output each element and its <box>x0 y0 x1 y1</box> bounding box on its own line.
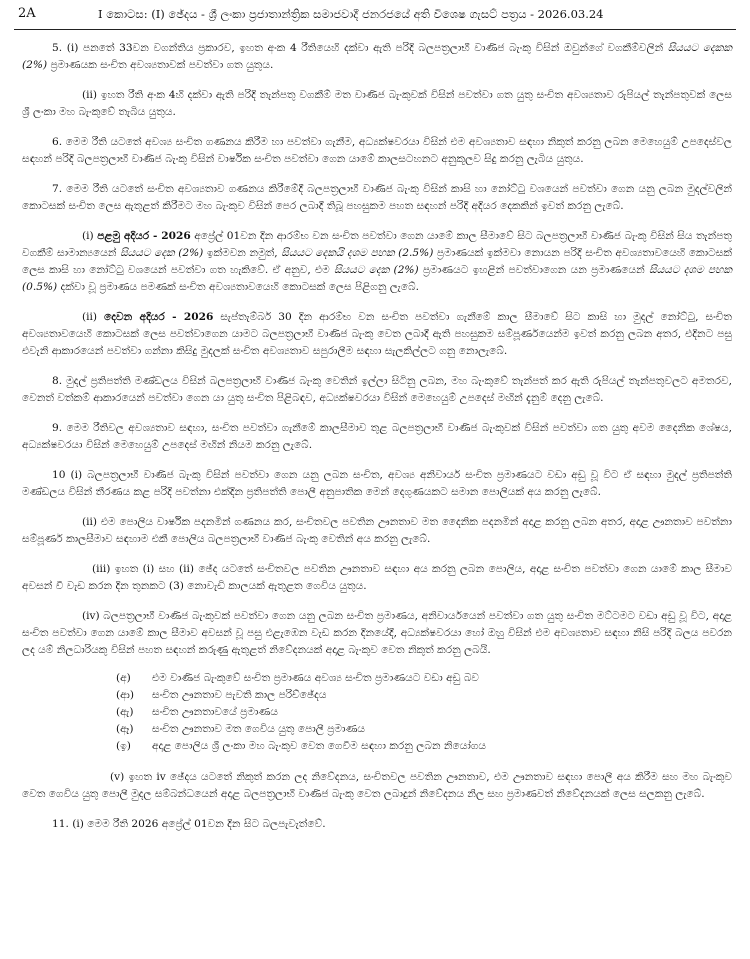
list-item: (ඈ) සංචිත ඌනතාව මත ගෙවිය යුතු පොලී ප්‍රමාණය <box>116 723 365 735</box>
notice-items-list <box>22 670 732 755</box>
clause-10-ii: (ii) එම පොලිය වාර්ෂික පදනමින් ගණනය කර, සංචිතවල පවතින ඌනතාව මත දෛනික පදනමින් අදාළ කරනු ලබන අතර, අදාළ ඌනතාව පවත්නා සම්පූර්ණ කාලසීමාව සඳහාම එකී පොලිය බලපත්‍රලාභී වාණිජ බැංකු වෙතින් අය කරනු ලැබේ. <box>22 516 732 545</box>
list-item: (අ) එම වාණිජ බැංකුවේ සංචිත ප්‍රමාණය අවශ්‍ය සංචිත ප්‍රමාණයට වඩා අඩු බව <box>116 672 480 684</box>
clause-7: 7. මෙම රීති යටතේ සංචිත අවශ්‍යතාව ගණනය කිරීමේදී බලපත්‍රලාභී වාණිජ බැංකු විසින් කාසි හා නෝට්ටු වශයෙන් පවත්වා ගෙන යනු ලබන මුදල්වලින් කොටසක් සංචිත ලෙස ඇතුළත් කිරීමට මහ බැංකුව විසින් පෙර ලබාදී තිබූ පහසුකම පහත සඳහන් පරිදි අදියර දෙකකින් ඉවත් කරනු ලැබේ. <box>22 183 732 212</box>
header-rule <box>14 29 736 30</box>
list-item: (ඉ) අදාළ පොලිය ශ්‍රී ලංකා මහ බැංකුව වෙත ගෙවීම සඳහා කරනු ලබන නියෝගය <box>116 740 487 752</box>
clause-5-i: 5. (i) පනතේ 33වන වගන්තිය ප්‍රකාරව, ඉහත අංක 4 රීතියෙහි දක්වා ඇති පරිදි බලපත්‍රලාභී වාණිජ බැංකු විසින් ඔවුන්ගේ වගකීම්වලින් සියයට දෙකක (2%) ප්‍රමාණයක සංචිත අවශ්‍යතාවක් පවත්වා ගත යුතුය. <box>22 42 732 71</box>
clause-6: 6. මෙම රීති යටතේ අවශ්‍ය සංචිත ගණනය කිරීම හා පවත්වා ගැනීම, අධ්‍යක්ෂවරයා විසින් එම අවශ්‍යතාව සඳහා නිකුත් කරනු ලබන මෙහෙයුම් උපදෙස්වල සඳහන් පරිදි බලපත්‍රලාභී වාණිජ බැංකු විසින් වාර්ෂික සංචිත පවත්වා ගෙන යාමේ කාලසටහනට අනුකූලව සිදු කරනු ලැබිය යුතුය. <box>22 136 732 165</box>
clause-7-ii: (ii) දෙවන අදියර - 2026 සැප්තැම්බර් 30 දින ආරම්භ වන සංචිත පවත්වා ගැනීමේ කාල සීමාවේ සිට කාසි හා මුදල් නෝට්ටු, සංචිත අවශ්‍යතාවයෙහි කොටසක් ලෙස පවත්වාගෙන යාමට බලපත්‍රලාභී වාණිජ බැංකු වෙත ලබාදී ඇති පහසුකම සම්පූර්ණයෙන්ම ඉවත් කරනු ලබන අතර, එදිනට පසු එවැනි ආකාරයෙන් පවත්වා ගන්නා කිසිදු මුදලක් සංචිත අවශ්‍යතාව සපුරාලීම සඳහා සැලකිල්ලට ගනු නොලැබේ. <box>22 311 732 357</box>
clause-10-i: 10 (i) බලපත්‍රලාභී වාණිජ බැංකු විසින් පවත්වා ගෙන යනු ලබන සංචිත, අවශ්‍ය අනිවාර්ය සංචිත ප්‍රමාණයට වඩා අඩු වූ විට ඒ සඳහා මුදල් ප්‍රතිපත්ති මණ්ඩලය විසින් තීරණය කළ පරිදි පවත්නා එක්දින ප්‍රතිපත්ති පොලී අනුපාතික මෙන් දෙගුණයකට සමාන පොලියක් අය කරනු ලැබේ. <box>22 469 732 498</box>
gazette-title: I කොටස: (I) ඡේදය - ශ්‍රී ලංකා ප්‍රජාතාන්ත්‍රික සමාජවාදී ජනරජයේ අති විශෙෂ ගැසට් පත්‍රය - 2026.03.24 <box>98 7 604 21</box>
clause-10-v: (v) ඉහත iv ඡේදය යටතේ නිකුත් කරන ලද නිවේදනය, සංචිතවල පවතින ඌනතාව, එම ඌනතාව සඳහා පොලී අය කිරීම සහ මහ බැංකුව වෙත ගෙවිය යුතු පොලී මුදල සම්බන්ධයෙන් අදාළ බලපත්‍රලාභී වාණිජ බැංකු වෙත ලබාදුන් නිවේදනය නිල සහ ප්‍රමාණවත් නිවේදනයක් ලෙස සලකනු ලැබේ. <box>22 771 732 800</box>
page-header <box>14 6 736 28</box>
clause-11-i: 11. (i) මෙම රීති 2026 අප්‍රේල් 01වන දින සිට බලපැවැත්වේ. <box>52 818 326 830</box>
list-item: (ආ) සංචිත ඌනතාව පැවති කාල පරිච්ඡේදය <box>116 689 327 701</box>
clause-10-iii: (iii) ඉහත (i) සහ (ii) ඡේද යටතේ සංචිතවල පවතින ඌනතාව සඳහා අය කරනු ලබන පොලිය, අදාළ සංචිත පවත්වා ගෙන යාමේ කාල සීමාව අවසන් වී වැඩ කරන දින තුනකට (3) නොවැඩි කාලයක් ඇතුළත ගෙවිය යුතුය. <box>22 563 732 592</box>
clause-8: 8. මුදල් ප්‍රතිපත්ති මණ්ඩලය විසින් බලපත්‍රලාභී වාණිජ බැංකු වෙතින් ඉල්ලා සිටිනු ලබන, මහ බැංකුවේ තැන්පත් කර ඇති රුපියල් තැන්පතුවලට අමතරව, වෙනත් වත්කම් ආකාරයෙන් පවත්වා ගෙන යා යුතු සංචිත පිළිබඳව, අධ්‍යක්ෂවරයා විසින් මෙහෙයුම් උපදෙස් මඟින් දැනුම් දෙනු ලැබේ. <box>22 375 732 404</box>
clause-10-iv: (iv) බලපත්‍රලාභී වාණිජ බැංකුවක් පවත්වා ගෙන යනු ලබන සංචිත ප්‍රමාණය, අනිවාර්යයෙන් පවත්වා ගත යුතු සංචිත මට්ටමට වඩා අඩු වූ විට, අදාළ සංචිත පවත්වා ගෙන යාමේ කාල සීමාව අවසන් වූ පසු එළැඹෙන වැඩ කරන දිනයේදී, අධ්‍යක්ෂවරයා හෝ ඔහු විසින් එම අවශ්‍යතාව සඳහා නිසි පරිදි බලය පවරන ලද යම් නිලධාරියකු විසින් පහත සඳහන් කරුණු ඇතුළත් නිවේදනයක් අදාළ බැංකුව වෙත නිකුත් කරනු ලබයි. <box>22 610 732 656</box>
document-body <box>22 40 732 846</box>
clause-5-ii: (ii) ඉහත රීති අංක 4හි දක්වා ඇති පරිදි තැන්පතු වගකීම් මත වාණිජ බැංකුවක් විසින් පවත්වා ගත යුතු සංචිත අවශ්‍යතාව රුපියල් තැන්පතුවක් ලෙස ශ්‍රී ලංකා මහ බැංකුවේ තැබිය යුතුය. <box>22 89 732 118</box>
clause-9: 9. මෙම රීතිවල අවශ්‍යතාව සඳහා, සංචිත පවත්වා ගැනීමේ කාලසීමාව තුළ බලපත්‍රලාභී වාණිජ බැංකුවක් විසින් පවත්වා ගත යුතු අවම දෛනික ශේෂය, අධ්‍යක්ෂවරයා විසින් මෙහෙයුම් උපදෙස් මඟින් නියම කරනු ලැබේ. <box>22 422 732 451</box>
clause-7-i: (i) පළමු අදියර - 2026 අප්‍රේල් 01වන දින ආරම්භ වන සංචිත පවත්වා ගෙන යාමේ කාල සීමාවේ සිට බලපත්‍රලාභී වාණිජ බැංකු විසින් සිය තැන්පතු වගකීම් සාමාන්‍යයෙන් සියයට දෙක (2%) ඉක්මවන නමුත්, සියයට දෙකයි දශම පහක (2.5%) ප්‍රමාණයක් ඉක්මවා නොයන පරිදි සංචිත අවශ්‍යතාවයෙහි කොටසක් ලෙස කාසි හා නෝට්ටු වශයෙන් පවත්වා ගත හැකිවේ. ඒ අනුව, එම සියයට දෙක (2%) ප්‍රමාණයට ඉහළින් පවත්වාගෙන යන ප්‍රමාණයෙන් සියයට දශම පහක (0.5%) දක්වා වූ ප්‍රමාණය පමණක් සංචිත අවශ්‍යතාවයෙහි කොටසක් ලෙස පිළිගනු ලැබේ. <box>22 230 732 293</box>
list-item: (ඇ) සංචිත ඌනතාවයේ ප්‍රමාණය <box>116 706 278 718</box>
page-number: 2A <box>18 6 36 21</box>
